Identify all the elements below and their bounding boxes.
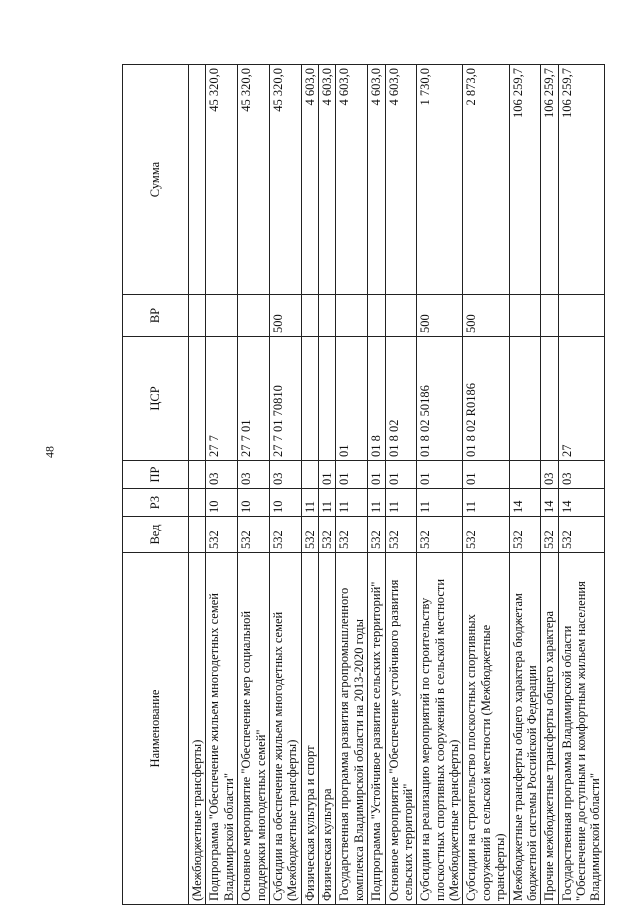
cell-sum: 45 320,0: [238, 65, 270, 295]
cell-ved: 532: [301, 517, 318, 553]
cell-csr: 01 8 02 R0186: [463, 337, 509, 461]
cell-name: Субсидии на реализацию мероприятий по строительству плоскостных спортивных сооружений в сельской местности (Межбюджетные трансферты): [417, 553, 463, 905]
cell-name: Подпрограмма "Обеспечение жильем многодетных семей Владимирской области": [206, 553, 238, 905]
header-pr: ПР: [123, 461, 189, 489]
cell-csr: 01 8 02 50186: [417, 337, 463, 461]
table-row: [301, 65, 318, 905]
cell-rz: 11: [368, 489, 385, 517]
cell-name: Государственная программа Владимирской области "Обеспечение доступным и комфортным жильем населения Владимирской области": [558, 553, 604, 905]
cell-name: (Межбюджетные трансферты): [189, 553, 206, 905]
budget-table: [122, 64, 605, 905]
cell-pr: 03: [269, 461, 301, 489]
cell-ved: [189, 517, 206, 553]
cell-rz: 11: [301, 489, 318, 517]
table-body: [189, 65, 605, 905]
cell-vr: 500: [417, 295, 463, 337]
table-row: [541, 65, 558, 905]
cell-vr: [336, 295, 368, 337]
cell-rz: 10: [238, 489, 270, 517]
cell-sum: 4 603,0: [301, 65, 318, 295]
table-row: [417, 65, 463, 905]
cell-vr: [509, 295, 541, 337]
cell-vr: [206, 295, 238, 337]
cell-name: Подпрограмма "Устойчивое развитие сельских территорий": [368, 553, 385, 905]
cell-pr: 01: [336, 461, 368, 489]
cell-csr: [189, 337, 206, 461]
cell-rz: 14: [509, 489, 541, 517]
cell-csr: [301, 337, 318, 461]
header-sum: Сумма: [123, 65, 189, 295]
table-row: [238, 65, 270, 905]
cell-ved: 532: [368, 517, 385, 553]
cell-name: Основное мероприятие "Обеспечение устойчивого развития сельских территорий": [385, 553, 417, 905]
cell-rz: 11: [463, 489, 509, 517]
header-name: Наименование: [123, 553, 189, 905]
cell-sum: 106 259,7: [558, 65, 604, 295]
cell-ved: 532: [269, 517, 301, 553]
cell-sum: 4 603,0: [319, 65, 336, 295]
cell-name: Прочие межбюджетные трансферты общего характера: [541, 553, 558, 905]
header-rz: РЗ: [123, 489, 189, 517]
cell-pr: 01: [417, 461, 463, 489]
table-header-row: [123, 65, 189, 905]
cell-ved: 532: [206, 517, 238, 553]
cell-ved: 532: [238, 517, 270, 553]
table-row: [385, 65, 417, 905]
cell-rz: 10: [206, 489, 238, 517]
cell-pr: 01: [368, 461, 385, 489]
cell-vr: 500: [269, 295, 301, 337]
cell-ved: 532: [558, 517, 604, 553]
cell-csr: [509, 337, 541, 461]
cell-pr: [301, 461, 318, 489]
cell-vr: [385, 295, 417, 337]
cell-rz: 14: [558, 489, 604, 517]
cell-ved: 532: [417, 517, 463, 553]
header-vr: ВР: [123, 295, 189, 337]
cell-pr: 03: [238, 461, 270, 489]
cell-name: Субсидии на строительство плоскостных спортивных сооружений в сельской местности (Межбюджетные трансферты): [463, 553, 509, 905]
cell-sum: 4 603,0: [385, 65, 417, 295]
cell-pr: [189, 461, 206, 489]
cell-ved: 532: [509, 517, 541, 553]
cell-name: Основное мероприятие "Обеспечение мер социальной поддержки многодетных семей": [238, 553, 270, 905]
cell-sum: 2 873,0: [463, 65, 509, 295]
cell-sum: 106 259,7: [541, 65, 558, 295]
cell-rz: 11: [385, 489, 417, 517]
cell-name: Физическая культура: [319, 553, 336, 905]
cell-csr: 27 7 01 70810: [269, 337, 301, 461]
cell-rz: 11: [319, 489, 336, 517]
cell-rz: [189, 489, 206, 517]
header-ved: Вед: [123, 517, 189, 553]
cell-name: Межбюджетные трансферты общего характера бюджетам бюджетной системы Российской Федерации: [509, 553, 541, 905]
cell-vr: [319, 295, 336, 337]
cell-vr: [189, 295, 206, 337]
cell-csr: 01: [336, 337, 368, 461]
cell-sum: 1 730,0: [417, 65, 463, 295]
cell-vr: [558, 295, 604, 337]
table-row: [206, 65, 238, 905]
table-row: [368, 65, 385, 905]
cell-csr: [319, 337, 336, 461]
cell-rz: 11: [336, 489, 368, 517]
cell-sum: 45 320,0: [206, 65, 238, 295]
cell-sum: 45 320,0: [269, 65, 301, 295]
cell-vr: 500: [463, 295, 509, 337]
header-csr: ЦСР: [123, 337, 189, 461]
cell-rz: 14: [541, 489, 558, 517]
cell-pr: [509, 461, 541, 489]
table-row: [269, 65, 301, 905]
table-row: [558, 65, 604, 905]
cell-sum: 4 603,0: [368, 65, 385, 295]
cell-pr: 03: [541, 461, 558, 489]
cell-name: Физическая культура и спорт: [301, 553, 318, 905]
page-number: 48: [42, 446, 57, 458]
cell-vr: [541, 295, 558, 337]
cell-vr: [238, 295, 270, 337]
cell-csr: [541, 337, 558, 461]
cell-ved: 532: [385, 517, 417, 553]
cell-pr: 03: [206, 461, 238, 489]
cell-pr: 01: [319, 461, 336, 489]
cell-csr: 27: [558, 337, 604, 461]
cell-ved: 532: [319, 517, 336, 553]
table-row: [509, 65, 541, 905]
cell-vr: [368, 295, 385, 337]
table-row: [319, 65, 336, 905]
cell-name: Субсидии на обеспечение жильем многодетных семей (Межбюджетные трансферты): [269, 553, 301, 905]
cell-rz: 11: [417, 489, 463, 517]
table-row: [463, 65, 509, 905]
budget-table-container: [122, 65, 603, 905]
cell-pr: 01: [463, 461, 509, 489]
cell-name: Государственная программа развития агропромышленного комплекса Владимирской области на 2013-2020 годы: [336, 553, 368, 905]
cell-csr: 27 7: [206, 337, 238, 461]
cell-rz: 10: [269, 489, 301, 517]
cell-sum: 4 603,0: [336, 65, 368, 295]
cell-csr: 01 8 02: [385, 337, 417, 461]
cell-csr: 27 7 01: [238, 337, 270, 461]
cell-sum: 106 259,7: [509, 65, 541, 295]
cell-sum: [189, 65, 206, 295]
table-row: [336, 65, 368, 905]
cell-ved: 532: [541, 517, 558, 553]
cell-ved: 532: [336, 517, 368, 553]
cell-ved: 532: [463, 517, 509, 553]
cell-pr: 03: [558, 461, 604, 489]
cell-csr: 01 8: [368, 337, 385, 461]
cell-vr: [301, 295, 318, 337]
cell-pr: 01: [385, 461, 417, 489]
table-row: [189, 65, 206, 905]
